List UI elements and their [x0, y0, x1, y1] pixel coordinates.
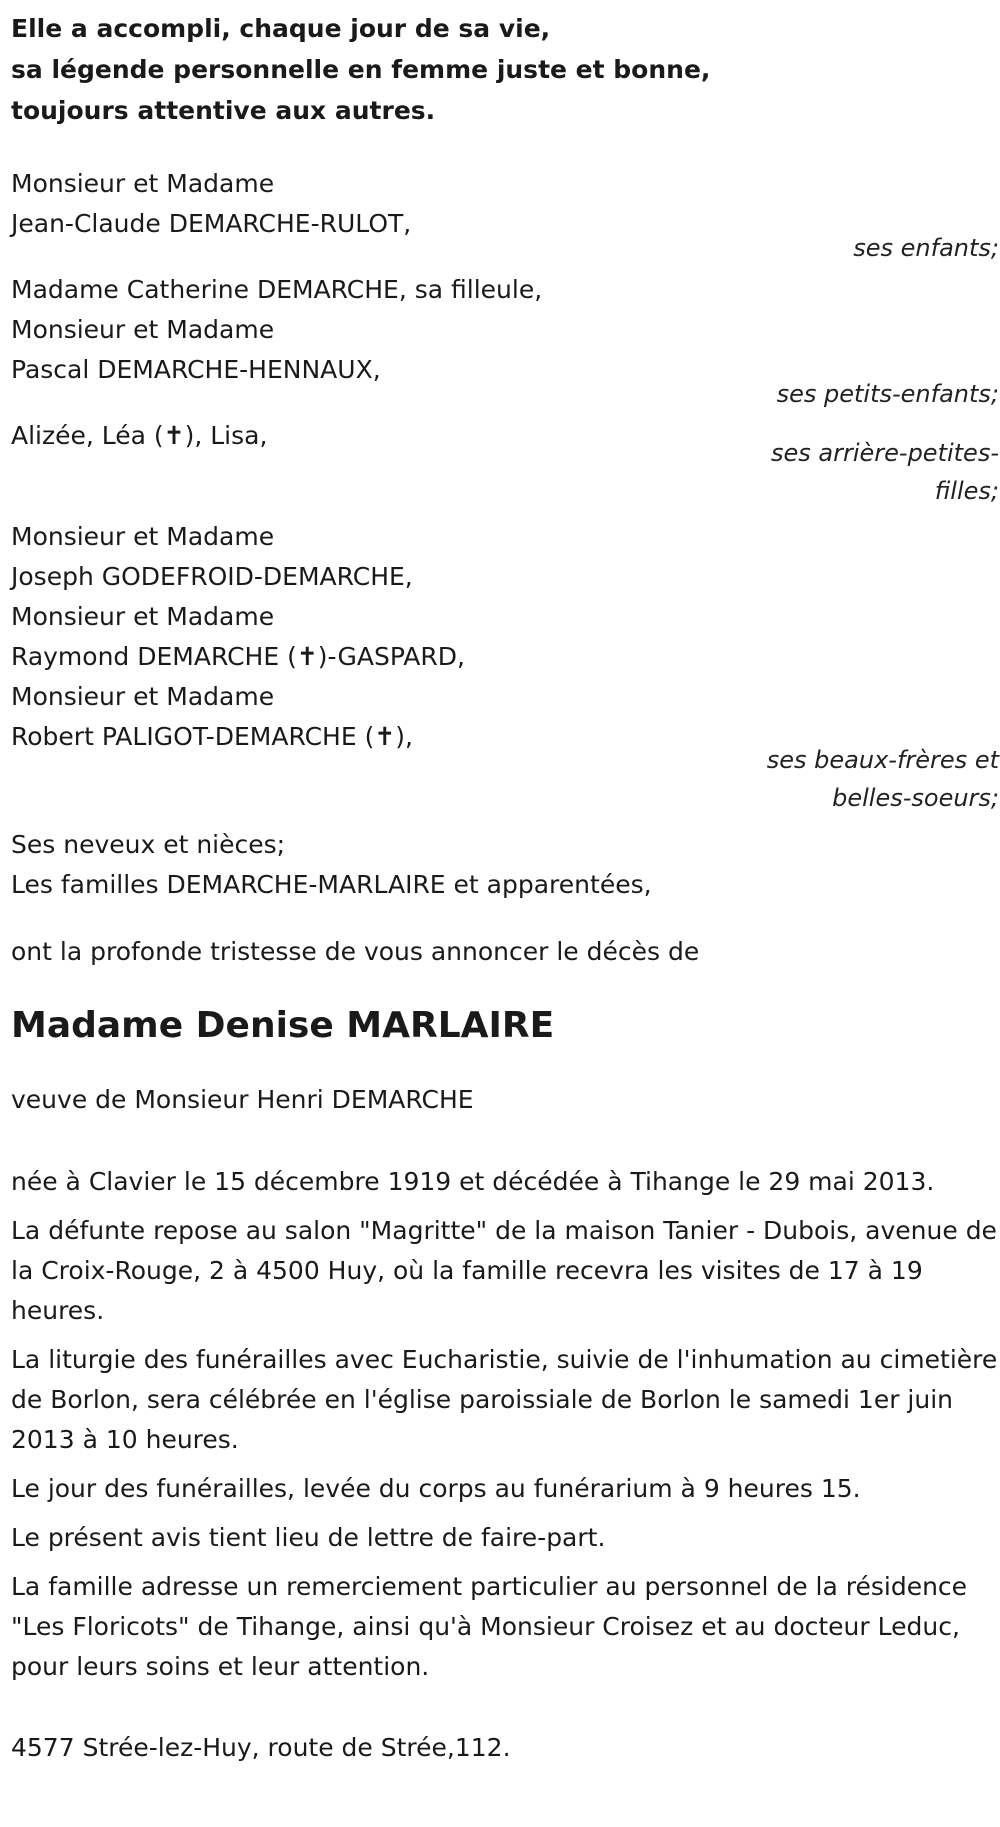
- family-line: Monsieur et Madame: [11, 602, 275, 631]
- opening-quote: [11, 8, 999, 131]
- rest-paragraph: La défunte repose au salon "Magritte" de la maison Tanier - Dubois, avenue de la Croix-Rouge, 2 à 4500 Huy, où la famille recevra les visites de 17 à 19 heures.: [11, 1216, 997, 1325]
- family-line: Jean-Claude DEMARCHE-RULOT,: [11, 209, 412, 238]
- family-line: Monsieur et Madame: [11, 169, 275, 198]
- relation-label: [771, 434, 999, 510]
- family-line: Monsieur et Madame: [11, 682, 275, 711]
- family-grandchildren: [11, 270, 999, 413]
- family-great-grandchildren: [11, 416, 999, 505]
- family-in-laws: [11, 517, 999, 817]
- family-line: Ses neveux et nièces;: [11, 830, 286, 859]
- family-line: Pascal DEMARCHE-HENNAUX,: [11, 355, 381, 384]
- family-line: Les familles DEMARCHE-MARLAIRE et apparentées,: [11, 870, 652, 899]
- family-line: Madame Catherine DEMARCHE, sa filleule,: [11, 275, 543, 304]
- relation-label: ses enfants;: [853, 234, 999, 262]
- address-text: 4577 Strée-lez-Huy, route de Strée,112.: [11, 1733, 511, 1762]
- family-line: Raymond DEMARCHE (✝)-GASPARD,: [11, 642, 465, 671]
- obituary-notice: [11, 0, 999, 1768]
- deceased-name: Madame Denise MARLAIRE: [11, 1005, 555, 1046]
- family-line: Robert PALIGOT-DEMARCHE (✝),: [11, 722, 413, 751]
- quote-line: toujours attentive aux autres.: [11, 96, 436, 125]
- family-others: [11, 825, 999, 905]
- family-line: Joseph GODEFROID-DEMARCHE,: [11, 562, 413, 591]
- quote-line: sa légende personnelle en femme juste et bonne,: [11, 55, 711, 84]
- relation-line: filles;: [934, 477, 999, 505]
- relation-label: ses petits-enfants;: [776, 380, 999, 408]
- family-line: Monsieur et Madame: [11, 315, 275, 344]
- liturgy-paragraph: La liturgie des funérailles avec Eucharistie, suivie de l'inhumation au cimetière de Borlon, sera célébrée en l'église paroissiale de Borlon le samedi 1er juin 2013 à 10 heures.: [11, 1345, 998, 1454]
- family-line: Alizée, Léa (✝), Lisa,: [11, 421, 268, 450]
- announcement-text: ont la profonde tristesse de vous annoncer le décès de: [11, 937, 700, 966]
- thanks-paragraph: La famille adresse un remerciement particulier au personnel de la résidence "Les Floricots" de Tihange, ainsi qu'à Monsieur Croisez et au docteur Leduc, pour leurs soins et leur attention.: [11, 1572, 968, 1681]
- notice-paragraph: Le présent avis tient lieu de lettre de faire-part.: [11, 1523, 606, 1552]
- funeral-day-paragraph: Le jour des funérailles, levée du corps au funérarium à 9 heures 15.: [11, 1474, 861, 1503]
- birth-death-paragraph: née à Clavier le 15 décembre 1919 et décédée à Tihange le 29 mai 2013.: [11, 1167, 935, 1196]
- family-line: Monsieur et Madame: [11, 522, 275, 551]
- quote-line: Elle a accompli, chaque jour de sa vie,: [11, 14, 551, 43]
- relation-line: belles-soeurs;: [832, 784, 999, 812]
- widow-of-text: veuve de Monsieur Henri DEMARCHE: [11, 1085, 474, 1114]
- relation-line: ses arrière-petites-: [771, 439, 999, 467]
- family-children: [11, 164, 999, 267]
- relation-line: ses beaux-frères et: [766, 746, 999, 774]
